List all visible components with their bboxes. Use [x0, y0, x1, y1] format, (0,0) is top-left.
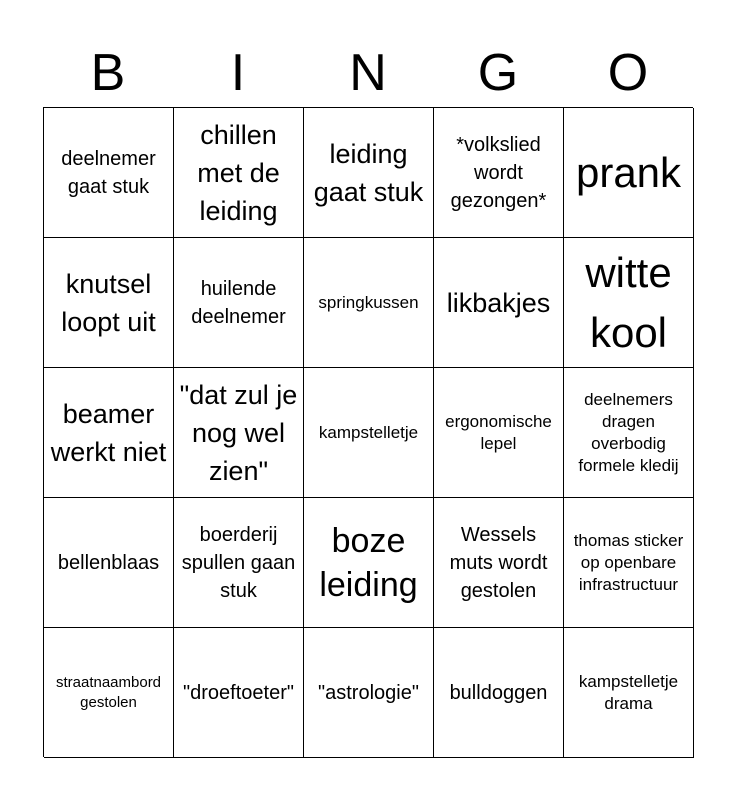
- bingo-cell[interactable]: [44, 498, 174, 628]
- bingo-header: [43, 38, 693, 108]
- bingo-cell[interactable]: [564, 498, 694, 628]
- bingo-cell[interactable]: [564, 628, 694, 758]
- bingo-cell[interactable]: [434, 498, 564, 628]
- bingo-cell-text: Wessels muts wordt gestolen: [449, 523, 548, 602]
- bingo-cell[interactable]: [44, 368, 174, 498]
- bingo-cell-text: likbakjes: [446, 287, 551, 318]
- bingo-cell[interactable]: [174, 498, 304, 628]
- bingo-cell-text: knutsel loopt uit: [61, 268, 156, 337]
- bingo-cell[interactable]: [44, 628, 174, 758]
- bingo-cell[interactable]: [174, 368, 304, 498]
- bingo-cell-text: kampstelletje: [318, 422, 419, 442]
- bingo-cell[interactable]: [174, 238, 304, 368]
- bingo-cell-text: bulldoggen: [449, 681, 548, 704]
- bingo-cell-text: huilende deelnemer: [191, 277, 286, 328]
- bingo-cell[interactable]: [44, 108, 174, 238]
- bingo-cell[interactable]: [434, 108, 564, 238]
- bingo-cell-text: beamer werkt niet: [50, 398, 167, 467]
- bingo-cell-text: "droeftoeter": [183, 681, 294, 704]
- bingo-cell[interactable]: [174, 108, 304, 238]
- bingo-cell-text: witte kool: [585, 248, 672, 356]
- bingo-cell-text: boze leiding: [319, 521, 418, 604]
- bingo-cell[interactable]: [564, 368, 694, 498]
- bingo-cell-text: straatnaambord gestolen: [55, 673, 162, 711]
- header-letter-i: I: [230, 44, 246, 102]
- bingo-cell[interactable]: [434, 628, 564, 758]
- bingo-cell-text: chillen met de leiding: [197, 119, 280, 226]
- bingo-cell[interactable]: [174, 628, 304, 758]
- bingo-cell[interactable]: [564, 238, 694, 368]
- bingo-board: [43, 107, 693, 757]
- bingo-cell-text: springkussen: [318, 292, 419, 312]
- bingo-cell-text: bellenblaas: [57, 551, 160, 574]
- bingo-cell-text: leiding gaat stuk: [313, 138, 424, 207]
- header-letter-n: N: [349, 44, 387, 102]
- bingo-cell-text: deelnemer gaat stuk: [61, 147, 156, 198]
- bingo-cell-text: boerderij spullen gaan stuk: [181, 523, 296, 602]
- bingo-cell[interactable]: [304, 108, 434, 238]
- bingo-cell-text: *volkslied wordt gezongen*: [450, 133, 547, 212]
- bingo-cell[interactable]: [434, 238, 564, 368]
- bingo-cell-text: prank: [575, 148, 682, 196]
- bingo-cell-text: "astrologie": [318, 681, 419, 704]
- bingo-cell-text: kampstelletje drama: [578, 671, 679, 713]
- bingo-cell[interactable]: [304, 628, 434, 758]
- header-letter-b: B: [90, 44, 126, 102]
- bingo-cell[interactable]: [304, 498, 434, 628]
- bingo-cell-text: thomas sticker op openbare infrastructuur: [573, 530, 684, 594]
- bingo-cell-text: "dat zul je nog wel zien": [179, 379, 298, 486]
- header-letter-o: O: [607, 44, 649, 102]
- bingo-cell-text: deelnemers dragen overbodig formele kledij: [578, 389, 679, 475]
- bingo-cell[interactable]: [564, 108, 694, 238]
- bingo-cell[interactable]: [304, 238, 434, 368]
- bingo-cell[interactable]: [44, 238, 174, 368]
- bingo-cell-text: ergonomische lepel: [445, 411, 552, 453]
- bingo-cell[interactable]: [304, 368, 434, 498]
- bingo-cell[interactable]: [434, 368, 564, 498]
- header-letter-g: G: [477, 44, 519, 102]
